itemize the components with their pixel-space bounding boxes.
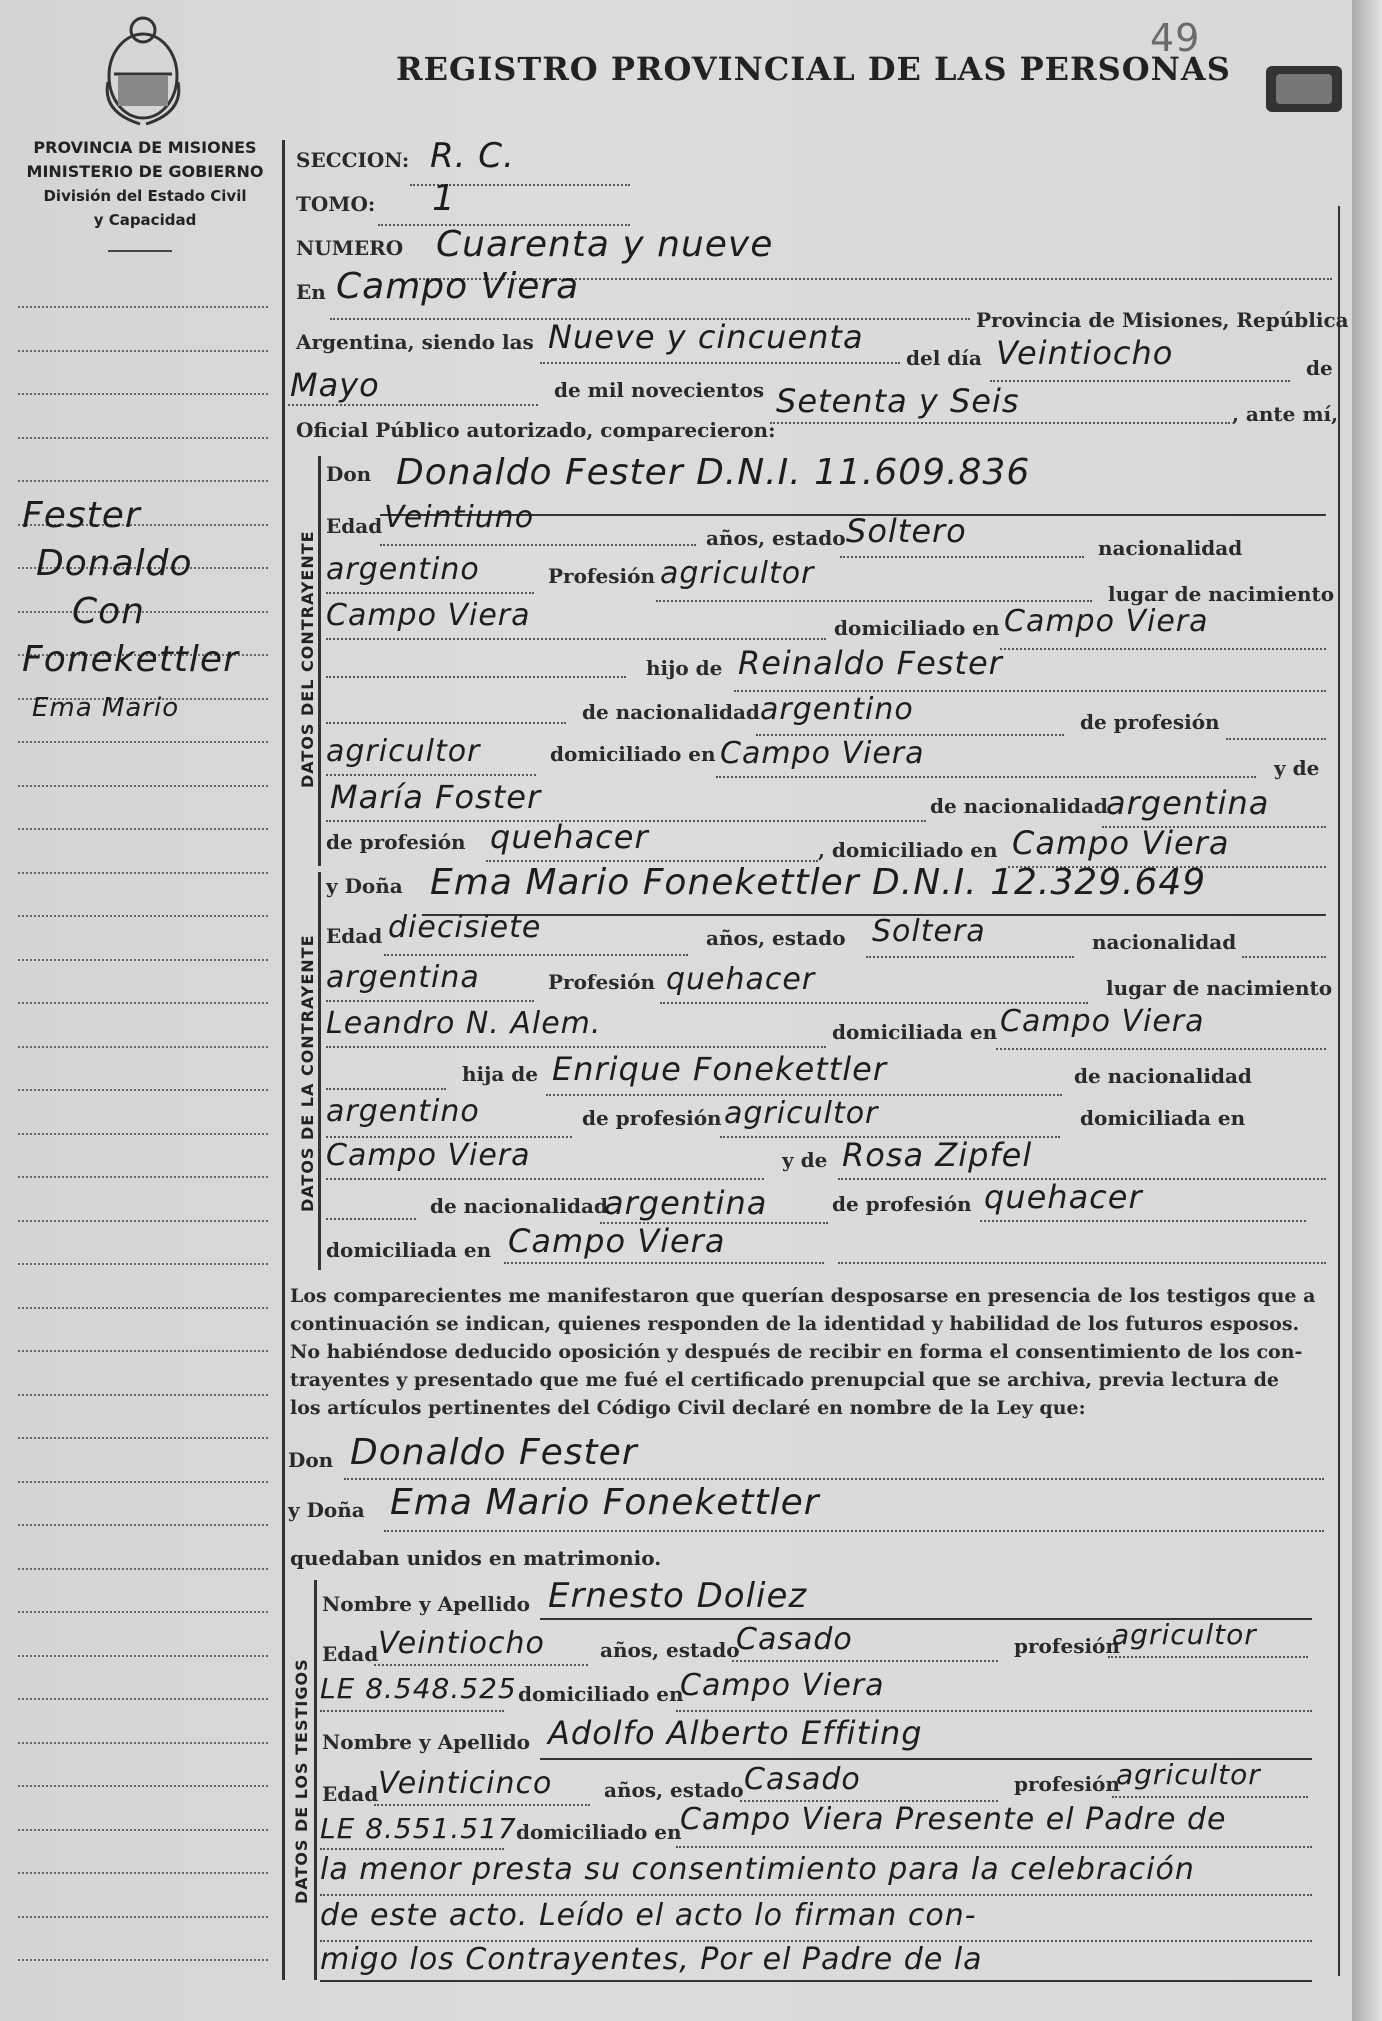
padre-dom-value-2: Campo Viera bbox=[326, 1138, 531, 1173]
en-label: En bbox=[296, 280, 326, 304]
padre-nac-value-2: argentino bbox=[326, 1094, 480, 1129]
madre-dom-label: , domiciliado en bbox=[818, 838, 998, 862]
padre-dom-line-2 bbox=[326, 1178, 764, 1180]
madre-prof-value-2: quehacer bbox=[984, 1178, 1143, 1216]
margin-note-line: Donaldo bbox=[36, 543, 193, 584]
margin-rule bbox=[18, 393, 268, 395]
edad-label-2: Edad bbox=[326, 924, 383, 948]
margin-rule bbox=[18, 915, 268, 917]
decl-dona-value: Ema Mario Fonekettler bbox=[390, 1482, 820, 1523]
lugar-value-2: Leandro N. Alem. bbox=[326, 1006, 602, 1041]
margin-rule bbox=[18, 350, 268, 352]
madre-nac-label: de nacionalidad bbox=[930, 794, 1108, 818]
decl-dona-line bbox=[384, 1530, 1324, 1532]
padre-prof-label-2: de profesión bbox=[582, 1106, 722, 1130]
madre-nac-value: argentina bbox=[1106, 784, 1270, 822]
nacionalidad-value-2: argentina bbox=[326, 960, 480, 995]
padre-dom-value: Campo Viera bbox=[720, 736, 925, 771]
t1-estado-value: Casado bbox=[736, 1622, 853, 1657]
t1-nombre-label: Nombre y Apellido bbox=[322, 1592, 530, 1616]
stamp-icon bbox=[1262, 60, 1348, 120]
margin-rule bbox=[18, 1524, 268, 1526]
lugar-line bbox=[326, 638, 826, 640]
t1-estado-line bbox=[732, 1660, 998, 1662]
edad-line-2 bbox=[384, 954, 688, 956]
profesion-line bbox=[656, 600, 1092, 602]
tomo-value: 1 bbox=[432, 178, 456, 219]
t2-dom-value: Campo Viera Presente el Padre de bbox=[680, 1802, 1227, 1837]
mes-value: Mayo bbox=[290, 366, 380, 404]
blank-line bbox=[1242, 956, 1326, 958]
edad-value-2: diecisiete bbox=[388, 910, 542, 945]
blank-line bbox=[326, 1218, 416, 1220]
t2-estado-value: Casado bbox=[744, 1762, 861, 1797]
nacionalidad-line-2 bbox=[326, 1000, 534, 1002]
body-line: trayentes y presentado que me fué el certificado prenupcial que se archiva, previa lectura de bbox=[290, 1369, 1279, 1391]
t2-profesion-value: agricultor bbox=[1116, 1758, 1261, 1791]
testigos-side-label: DATOS DE LOS TESTIGOS bbox=[292, 1658, 311, 1904]
body-line: No habiéndose deducido oposición y después de recibir en forma el consentimiento de los con- bbox=[290, 1341, 1303, 1363]
madre-value: María Foster bbox=[330, 778, 542, 816]
extra-rule-1 bbox=[320, 1894, 1312, 1896]
t2-dom-line bbox=[676, 1846, 1312, 1848]
blank-line bbox=[326, 722, 566, 724]
testigos-rule bbox=[314, 1580, 317, 1980]
argentina-text: Argentina, siendo las bbox=[296, 330, 534, 354]
domiciliada-label: domiciliada en bbox=[832, 1020, 998, 1044]
margin-rule bbox=[18, 872, 268, 874]
t1-profesion-value: agricultor bbox=[1112, 1618, 1257, 1651]
margin-rule bbox=[18, 1437, 268, 1439]
margin-rule bbox=[18, 1785, 268, 1787]
madre-dom-label-2: domiciliada en bbox=[326, 1238, 492, 1262]
margin-rule bbox=[18, 1742, 268, 1744]
hora-value: Nueve y cincuenta bbox=[548, 318, 864, 356]
margin-rule bbox=[18, 1916, 268, 1918]
t1-edad-label: Edad bbox=[322, 1642, 379, 1666]
en-value: Campo Viera bbox=[336, 266, 580, 307]
decl-don-line bbox=[344, 1478, 1324, 1480]
dia-value: Veintiocho bbox=[996, 334, 1174, 372]
blank-line bbox=[1226, 738, 1326, 740]
org-line-4: y Capacidad bbox=[93, 211, 197, 229]
profesion-label-2: Profesión bbox=[548, 970, 655, 994]
margin-rule bbox=[18, 480, 268, 482]
margin-rule bbox=[18, 785, 268, 787]
margin-rule bbox=[18, 1394, 268, 1396]
tomo-label: TOMO: bbox=[296, 192, 376, 216]
extra-rule-3 bbox=[320, 1980, 1312, 1982]
provincia-text: Provincia de Misiones, República bbox=[976, 308, 1349, 332]
dona-value: Ema Mario Fonekettler D.N.I. 12.329.649 bbox=[430, 862, 1207, 903]
domicilio-line-2 bbox=[996, 1048, 1326, 1050]
margin-rule bbox=[18, 1350, 268, 1352]
document-title: REGISTRO PROVINCIAL DE LAS PERSONAS bbox=[396, 50, 1231, 88]
t1-dom-line bbox=[676, 1710, 1312, 1712]
t1-dom-label: domiciliado en bbox=[518, 1682, 684, 1706]
decl-don-value: Donaldo Fester bbox=[350, 1432, 638, 1473]
padre-value-2: Enrique Fonekettler bbox=[552, 1050, 887, 1088]
margin-note bbox=[22, 492, 239, 732]
t1-edad-value: Veintiocho bbox=[378, 1626, 545, 1661]
t2-doc-value: LE 8.551.517 bbox=[320, 1812, 517, 1845]
padre-dom-label: domiciliado en bbox=[550, 742, 716, 766]
t2-nombre-label: Nombre y Apellido bbox=[322, 1730, 530, 1754]
madre-prof-value: quehacer bbox=[490, 818, 649, 856]
blank-line bbox=[838, 1262, 1326, 1264]
margin-rule bbox=[18, 1176, 268, 1178]
domicilio-line bbox=[1000, 648, 1326, 650]
domicilio-value-2: Campo Viera bbox=[1000, 1004, 1205, 1039]
hora-line bbox=[540, 362, 900, 364]
estado-value: Soltero bbox=[846, 512, 967, 550]
margin-rule bbox=[18, 1133, 268, 1135]
t2-edad-value: Veinticinco bbox=[378, 1766, 553, 1801]
t1-doc-value: LE 8.548.525 bbox=[320, 1672, 517, 1705]
margin-rule bbox=[18, 1872, 268, 1874]
margin-rule bbox=[18, 1959, 268, 1961]
contrayente-side-label: DATOS DEL CONTRAYENTE bbox=[298, 530, 317, 788]
padre-prof-value-2: agricultor bbox=[724, 1096, 879, 1131]
madre-value-2: Rosa Zipfel bbox=[842, 1136, 1033, 1174]
t2-nombre-value: Adolfo Alberto Effiting bbox=[548, 1714, 923, 1752]
numero-value: Cuarenta y nueve bbox=[436, 224, 774, 265]
domicilio-value: Campo Viera bbox=[1004, 604, 1209, 639]
madre-dom-value: Campo Viera bbox=[1012, 824, 1230, 862]
nacionalidad-label-2: nacionalidad bbox=[1092, 930, 1237, 954]
dona-label: y Doña bbox=[326, 874, 403, 898]
unidos-text: quedaban unidos en matrimonio. bbox=[290, 1546, 662, 1570]
org-block bbox=[20, 136, 270, 232]
margin-rule bbox=[18, 1263, 268, 1265]
estado-line bbox=[840, 556, 1084, 558]
anio-value: Setenta y Seis bbox=[776, 382, 1020, 420]
t1-profesion-label: profesión bbox=[1014, 1634, 1120, 1658]
margin-rule bbox=[18, 1220, 268, 1222]
profesion-value-2: quehacer bbox=[666, 962, 816, 997]
org-divider bbox=[108, 250, 172, 252]
padre-prof-value: agricultor bbox=[326, 734, 481, 769]
dia-line bbox=[990, 380, 1290, 382]
t1-nombre-value: Ernesto Doliez bbox=[548, 1576, 808, 1616]
madre-nac-label-2: de nacionalidad bbox=[430, 1194, 608, 1218]
nacionalidad-line bbox=[326, 592, 534, 594]
margin-rule bbox=[18, 1829, 268, 1831]
estado-line-2 bbox=[866, 956, 1074, 958]
body-line: continuación se indican, quienes responden de la identidad y habilidad de los futuros esposos. bbox=[290, 1313, 1300, 1335]
de-label: de bbox=[1306, 356, 1333, 380]
margin-rule bbox=[18, 1002, 268, 1004]
org-line-2: MINISTERIO DE GOBIERNO bbox=[26, 162, 264, 181]
extra-line-1: la menor presta su consentimiento para la celebración bbox=[320, 1852, 1195, 1887]
main-vertical-rule bbox=[282, 140, 285, 1980]
org-line-1: PROVINCIA DE MISIONES bbox=[33, 138, 257, 157]
page-number: 49 bbox=[1150, 16, 1201, 60]
padre-nac-label: de nacionalidad bbox=[582, 700, 760, 724]
org-line-3: División del Estado Civil bbox=[43, 187, 247, 205]
margin-rule bbox=[18, 1698, 268, 1700]
seccion-label: SECCION: bbox=[296, 148, 410, 172]
body-line: los artículos pertinentes del Código Civil declaré en nombre de la Ley que: bbox=[290, 1397, 1086, 1419]
oficial-text: Oficial Público autorizado, comparecieron: bbox=[296, 418, 776, 442]
lugar-label-2: lugar de nacimiento bbox=[1106, 976, 1333, 1000]
t1-edad-line bbox=[374, 1664, 588, 1666]
madre-dom-line-2 bbox=[504, 1262, 824, 1264]
ante-mi-label: , ante mí, bbox=[1232, 402, 1339, 426]
margin-note-line: Fonekettler bbox=[22, 639, 239, 680]
padre-dom-line bbox=[716, 776, 1256, 778]
body-line: Los comparecientes me manifestaron que querían desposarse en presencia de los testigos que a bbox=[290, 1285, 1316, 1307]
t2-profesion-label: profesión bbox=[1014, 1772, 1120, 1796]
t2-edad-line bbox=[374, 1804, 590, 1806]
blank-line bbox=[326, 676, 626, 678]
margin-rule bbox=[18, 1089, 268, 1091]
margin-rule bbox=[18, 741, 268, 743]
t2-profesion-line bbox=[1112, 1796, 1308, 1798]
margin-rule bbox=[18, 1481, 268, 1483]
blank-line bbox=[326, 1088, 446, 1090]
nacionalidad-value: argentino bbox=[326, 552, 480, 587]
margin-note-line: Ema Mario bbox=[32, 693, 180, 723]
seccion-value: R. C. bbox=[430, 136, 515, 176]
don-label: Don bbox=[326, 462, 372, 486]
margin-rule bbox=[18, 1046, 268, 1048]
margin-rule bbox=[18, 437, 268, 439]
contrayenta-side-label: DATOS DE LA CONTRAYENTE bbox=[298, 934, 317, 1212]
t1-doc-line bbox=[320, 1710, 504, 1712]
t1-profesion-line bbox=[1108, 1656, 1308, 1658]
margin-rule bbox=[18, 1611, 268, 1613]
padre-nac-label-2: de nacionalidad bbox=[1074, 1064, 1252, 1088]
contrayente-rule bbox=[318, 456, 321, 866]
margin-rule bbox=[18, 959, 268, 961]
anios-estado-label-2: años, estado bbox=[706, 926, 846, 950]
padre-nac-value: argentino bbox=[760, 692, 914, 727]
de-mil-label: de mil novecientos bbox=[554, 378, 765, 402]
madre-prof-label: de profesión bbox=[326, 830, 466, 854]
madre-prof-label-2: de profesión bbox=[832, 1192, 972, 1216]
contrayenta-rule bbox=[318, 872, 321, 1270]
madre-dom-value-2: Campo Viera bbox=[508, 1222, 726, 1260]
numero-label: NUMERO bbox=[296, 236, 404, 260]
estado-value-2: Soltera bbox=[872, 914, 986, 949]
decl-dona-label: y Doña bbox=[288, 1498, 365, 1522]
padre-value: Reinaldo Fester bbox=[738, 644, 1003, 682]
nacionalidad-label: nacionalidad bbox=[1098, 536, 1243, 560]
decl-don-label: Don bbox=[288, 1448, 334, 1472]
edad-label: Edad bbox=[326, 514, 383, 538]
t2-dom-label: domiciliado en bbox=[516, 1820, 682, 1844]
t1-dom-value: Campo Viera bbox=[680, 1668, 885, 1703]
profesion-label: Profesión bbox=[548, 564, 655, 588]
margin-rule bbox=[18, 306, 268, 308]
hija-label: hija de bbox=[462, 1062, 539, 1086]
anios-estado-label: años, estado bbox=[706, 526, 846, 550]
madre-prof-line-2 bbox=[980, 1220, 1306, 1222]
t2-estado-label: años, estado bbox=[604, 1778, 744, 1802]
body-paragraph bbox=[290, 1282, 1330, 1422]
anio-line bbox=[770, 422, 1230, 424]
don-value: Donaldo Fester D.N.I. 11.609.836 bbox=[396, 452, 1031, 493]
y-de-label: y de bbox=[1274, 756, 1320, 780]
margin-rule bbox=[18, 828, 268, 830]
edad-line bbox=[380, 544, 696, 546]
y-de-label-2: y de bbox=[782, 1148, 828, 1172]
edad-value: Veintiuno bbox=[384, 500, 535, 535]
coat-of-arms-icon bbox=[100, 12, 186, 130]
domiciliado-label: domiciliado en bbox=[834, 616, 1000, 640]
right-vertical-rule bbox=[1338, 206, 1340, 1976]
lugar-value: Campo Viera bbox=[326, 598, 531, 633]
margin-note-line: Fester bbox=[22, 495, 141, 536]
lugar-label: lugar de nacimiento bbox=[1108, 582, 1335, 606]
padre-dom-label-2: domiciliada en bbox=[1080, 1106, 1246, 1130]
page-edge bbox=[1352, 0, 1382, 2021]
extra-line-3: migo los Contrayentes, Por el Padre de la bbox=[320, 1942, 983, 1977]
padre-prof-line bbox=[326, 774, 536, 776]
margin-note-line: Con bbox=[72, 591, 145, 632]
madre-nac-value-2: argentina bbox=[604, 1184, 768, 1222]
del-dia-label: del día bbox=[906, 346, 982, 370]
t1-estado-label: años, estado bbox=[600, 1638, 740, 1662]
lugar-line-2 bbox=[326, 1046, 826, 1048]
margin-rule bbox=[18, 1307, 268, 1309]
mes-line bbox=[288, 404, 538, 406]
extra-line-2: de este acto. Leído el acto lo firman con- bbox=[320, 1898, 977, 1933]
t2-edad-label: Edad bbox=[322, 1782, 379, 1806]
margin-rule bbox=[18, 1655, 268, 1657]
t2-doc-line bbox=[320, 1848, 504, 1850]
margin-rule bbox=[18, 1568, 268, 1570]
profesion-value: agricultor bbox=[660, 556, 815, 591]
hijo-label: hijo de bbox=[646, 656, 723, 680]
padre-prof-label: de profesión bbox=[1080, 710, 1220, 734]
